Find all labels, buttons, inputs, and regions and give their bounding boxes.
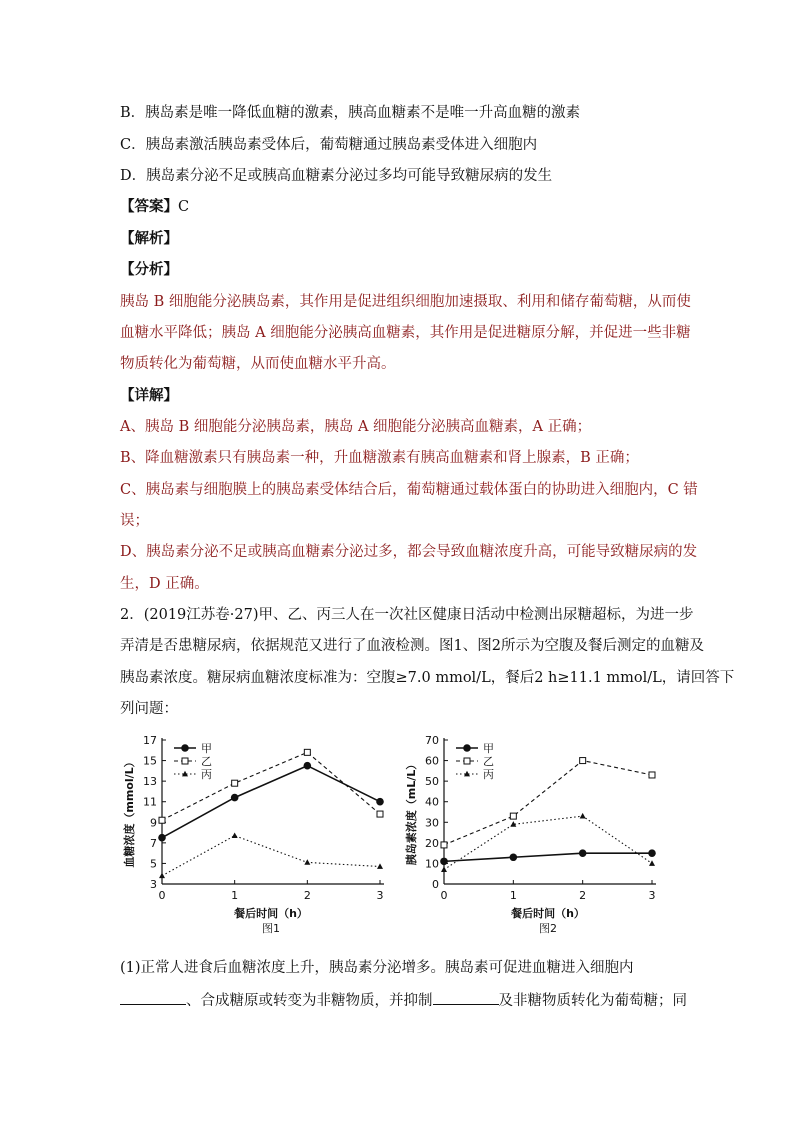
option-d: D．胰岛素分泌不足或胰高血糖素分泌过多均可能导致糖尿病的发生: [120, 168, 553, 184]
data-point-丙: [304, 859, 310, 865]
detail-tag: 【详解】: [120, 387, 178, 404]
y-tick-label: 0: [432, 878, 439, 891]
x-tick-label: 2: [579, 889, 587, 902]
data-point-丙: [649, 860, 655, 866]
y-tick-label: 60: [425, 754, 439, 768]
y-tick-label: 5: [150, 857, 157, 871]
y-tick-label: 3: [150, 878, 157, 891]
series-line-丙: [444, 816, 652, 869]
figure-caption: 图2: [539, 922, 557, 935]
explain-tag: 【解析】: [120, 230, 178, 247]
data-point-甲: [510, 853, 518, 861]
data-point-乙: [510, 813, 516, 819]
legend-label-丙: 丙: [201, 768, 212, 781]
data-point-乙: [441, 842, 447, 848]
data-point-乙: [649, 772, 655, 778]
x-axis-label: 餐后时间（h）: [234, 907, 308, 920]
series-line-丙: [162, 836, 380, 876]
data-point-丙: [159, 873, 165, 879]
y-tick-label: 13: [143, 775, 157, 789]
detail-line-2: B、降血糖激素只有胰岛素一种，升血糖激素有胰高血糖素和肾上腺素，B 正确；: [120, 450, 639, 466]
data-point-甲: [648, 849, 656, 857]
data-point-甲: [304, 762, 312, 770]
data-point-丙: [441, 866, 447, 872]
series-line-乙: [444, 761, 652, 845]
q2-stem-line-1: 2．(2019江苏卷·27)甲、乙、丙三人在一次社区健康日活动中检测出尿糖超标，为进一步: [120, 607, 694, 623]
y-tick-label: 10: [425, 857, 439, 871]
data-point-乙: [232, 780, 238, 786]
y-tick-label: 40: [425, 795, 439, 809]
y-tick-label: 50: [425, 775, 439, 789]
legend-marker-乙: [464, 758, 470, 764]
x-axis-label: 餐后时间（h）: [511, 907, 585, 920]
option-b: B．胰岛素是唯一降低血糖的激素，胰高血糖素不是唯一升高血糖的激素: [120, 105, 581, 121]
legend-marker-甲: [463, 744, 471, 752]
answer-tag: 【答案】: [120, 198, 178, 215]
series-line-甲: [162, 766, 380, 838]
answer-value: C: [178, 199, 190, 215]
data-point-甲: [158, 834, 166, 842]
data-point-丙: [232, 832, 238, 838]
answer-blank-2[interactable]: [433, 990, 499, 1005]
q2-sub1-line-2: [120, 990, 687, 1011]
q2-sub1-text-3: 及非糖物质转化为葡萄糖；同: [498, 993, 687, 1009]
x-tick-label: 1: [231, 889, 239, 902]
legend-label-丙: 丙: [483, 768, 494, 781]
answer-row: [120, 197, 189, 217]
y-axis-label: 胰岛素浓度（mL/L）: [405, 758, 418, 866]
y-tick-label: 9: [150, 816, 157, 830]
data-point-丙: [580, 813, 586, 819]
legend-marker-甲: [181, 744, 189, 752]
y-tick-label: 7: [150, 836, 157, 850]
y-tick-label: 70: [425, 734, 439, 747]
legend-label-甲: 甲: [483, 742, 494, 755]
y-tick-label: 15: [143, 754, 157, 768]
detail-line-3: C、胰岛素与细胞膜上的胰岛素受体结合后，葡萄糖通过载体蛋白的协助进入细胞内，C 错: [120, 482, 698, 498]
y-tick-label: 20: [425, 836, 439, 850]
legend-label-乙: 乙: [201, 755, 212, 768]
legend-label-乙: 乙: [483, 755, 494, 768]
figure-1-blood-glucose-chart: [118, 728, 398, 940]
series-line-乙: [162, 752, 380, 820]
data-point-乙: [580, 758, 586, 764]
x-tick-label: 0: [440, 889, 448, 902]
q2-sub1-line-1: (1)正常人进食后血糖浓度上升，胰岛素分泌增多。胰岛素可促进血糖进入细胞内: [120, 960, 634, 976]
q2-stem-line-3: 胰岛素浓度。糖尿病血糖浓度标准为：空腹≥7.0 mmol/L，餐后2 h≥11.1 mmol/L，请回答下: [120, 670, 735, 686]
q2-sub1-text-2: 、合成糖原或转变为非糖物质，并抑制: [186, 993, 433, 1009]
detail-line-4: 误；: [120, 513, 149, 529]
x-tick-label: 0: [158, 889, 166, 902]
detail-line-6: 生，D 正确。: [120, 576, 209, 592]
x-tick-label: 2: [303, 889, 311, 902]
series-line-甲: [444, 853, 652, 861]
legend-label-甲: 甲: [201, 742, 212, 755]
data-point-丙: [377, 863, 383, 869]
x-tick-label: 3: [376, 889, 384, 902]
answer-blank-1[interactable]: [120, 990, 186, 1005]
data-point-甲: [440, 858, 448, 866]
data-point-乙: [304, 749, 310, 755]
figure-caption: 图1: [262, 922, 280, 935]
y-tick-label: 17: [143, 734, 157, 747]
data-point-甲: [231, 794, 239, 802]
analysis-tag: 【分析】: [120, 261, 178, 278]
data-point-甲: [376, 798, 384, 806]
data-point-甲: [579, 849, 587, 857]
detail-line-1: A、胰岛 B 细胞能分泌胰岛素，胰岛 A 细胞能分泌胰高血糖素，A 正确；: [120, 419, 592, 435]
q2-stem-line-4: 列问题：: [120, 701, 178, 717]
q2-stem-line-2: 弄清是否患糖尿病，依据规范又进行了血液检测。图1、图2所示为空腹及餐后测定的血糖及: [120, 638, 704, 654]
analysis-line-3: 物质转化为葡萄糖，从而使血糖水平升高。: [120, 356, 396, 372]
y-tick-label: 30: [425, 816, 439, 830]
data-point-乙: [377, 811, 383, 817]
y-tick-label: 11: [143, 795, 157, 809]
legend-marker-乙: [182, 758, 188, 764]
y-axis-label: 血糖浓度（mmol/L）: [123, 756, 136, 868]
option-c: C．胰岛素激活胰岛素受体后，葡萄糖通过胰岛素受体进入细胞内: [120, 137, 538, 153]
data-point-乙: [159, 817, 165, 823]
detail-line-5: D、胰岛素分泌不足或胰高血糖素分泌过多，都会导致血糖浓度升高，可能导致糖尿病的发: [120, 544, 698, 560]
x-tick-label: 3: [648, 889, 656, 902]
analysis-line-2: 血糖水平降低；胰岛 A 细胞能分泌胰高血糖素，其作用是促进糖原分解，并促进一些非糖: [120, 325, 691, 341]
analysis-line-1: 胰岛 B 细胞能分泌胰岛素，其作用是促进组织细胞加速摄取、利用和储存葡萄糖，从而使: [120, 294, 691, 310]
figure-2-insulin-chart: [398, 728, 674, 940]
x-tick-label: 1: [509, 889, 517, 902]
